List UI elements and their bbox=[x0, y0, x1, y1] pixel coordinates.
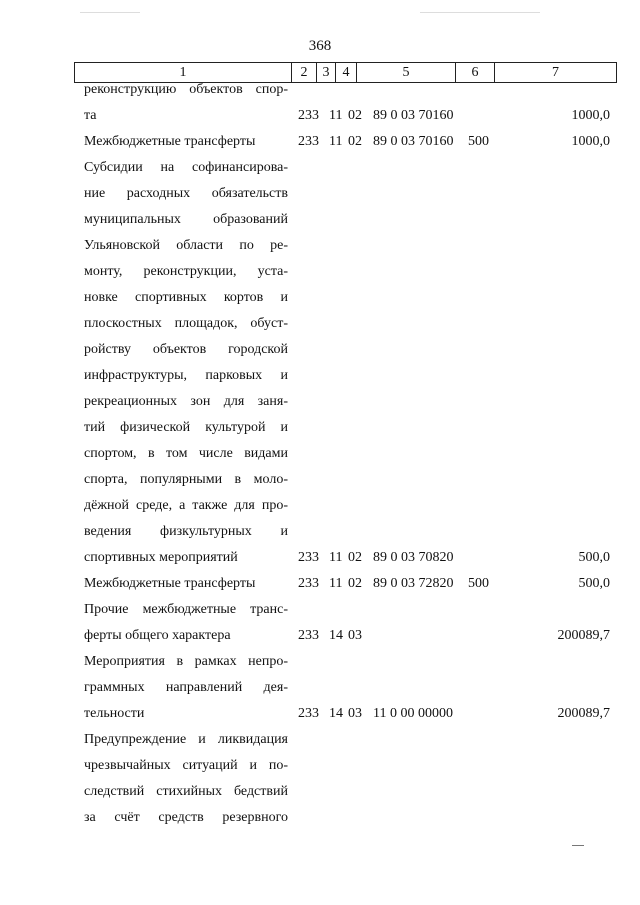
row-description: спортивных мероприятий bbox=[84, 550, 238, 565]
row-expense-type: 500 bbox=[468, 134, 489, 149]
table-row bbox=[0, 806, 640, 832]
column-header-1: 1 bbox=[75, 63, 292, 83]
table-row bbox=[0, 338, 640, 364]
table-row bbox=[0, 364, 640, 390]
table-row bbox=[0, 286, 640, 312]
table-row bbox=[0, 208, 640, 234]
row-description: Ульяновской области по ре- bbox=[84, 238, 288, 253]
row-description: Субсидии на софинансирова- bbox=[84, 160, 288, 175]
table-row bbox=[0, 104, 640, 130]
table-row bbox=[0, 702, 640, 728]
row-subsection-code: 02 bbox=[348, 576, 362, 591]
row-description: Межбюджетные трансферты bbox=[84, 576, 256, 591]
table-row bbox=[0, 390, 640, 416]
row-description: ведения физкультурных и bbox=[84, 524, 288, 539]
row-description: спортом, в том числе видами bbox=[84, 446, 288, 461]
row-description: инфраструктуры, парковых и bbox=[84, 368, 288, 383]
table-row bbox=[0, 520, 640, 546]
table-row bbox=[0, 260, 640, 286]
row-description: Прочие межбюджетные транс- bbox=[84, 602, 288, 617]
row-subsection-code: 03 bbox=[348, 706, 362, 721]
table-row bbox=[0, 572, 640, 598]
table-row bbox=[0, 78, 640, 104]
row-amount: 1000,0 bbox=[571, 108, 610, 123]
table-row bbox=[0, 416, 640, 442]
scan-artifact bbox=[420, 12, 540, 13]
column-header-7: 7 bbox=[495, 63, 617, 83]
row-description: чрезвычайных ситуаций и по- bbox=[84, 758, 288, 773]
table-row bbox=[0, 234, 640, 260]
row-description: муниципальных образований bbox=[84, 212, 288, 227]
row-description: спорта, популярными в моло- bbox=[84, 472, 288, 487]
table-row bbox=[0, 182, 640, 208]
row-description: ние расходных обязательств bbox=[84, 186, 288, 201]
column-header-6: 6 bbox=[456, 63, 495, 83]
row-description: та bbox=[84, 108, 97, 123]
row-subsection-code: 02 bbox=[348, 108, 362, 123]
row-description: дёжной среде, а также для про- bbox=[84, 498, 288, 513]
row-description: новке спортивных кортов и bbox=[84, 290, 288, 305]
row-ministry-code: 233 bbox=[298, 108, 319, 123]
row-description: Межбюджетные трансферты bbox=[84, 134, 256, 149]
table-row bbox=[0, 156, 640, 182]
row-amount: 200089,7 bbox=[557, 628, 610, 643]
row-ministry-code: 233 bbox=[298, 628, 319, 643]
row-target-article: 89 0 03 70820 bbox=[373, 550, 454, 565]
row-ministry-code: 233 bbox=[298, 576, 319, 591]
table-row bbox=[0, 650, 640, 676]
table-row bbox=[0, 624, 640, 650]
row-amount: 500,0 bbox=[578, 550, 610, 565]
row-description: за счёт средств резервного bbox=[84, 810, 288, 825]
row-description: реконструкцию объектов спор- bbox=[84, 82, 288, 97]
row-description: монту, реконструкции, уста- bbox=[84, 264, 288, 279]
table-row bbox=[0, 676, 640, 702]
table-row bbox=[0, 312, 640, 338]
row-description: Мероприятия в рамках непро- bbox=[84, 654, 288, 669]
row-section-code: 14 bbox=[329, 706, 343, 721]
column-header-2: 2 bbox=[292, 63, 317, 83]
row-description: Предупреждение и ликвидация bbox=[84, 732, 288, 747]
table-row bbox=[0, 468, 640, 494]
table-row bbox=[0, 130, 640, 156]
table-row bbox=[0, 780, 640, 806]
row-section-code: 11 bbox=[329, 550, 343, 565]
row-section-code: 11 bbox=[329, 576, 343, 591]
scan-artifact bbox=[572, 845, 584, 846]
row-amount: 500,0 bbox=[578, 576, 610, 591]
table-row bbox=[0, 598, 640, 624]
row-subsection-code: 02 bbox=[348, 134, 362, 149]
row-ministry-code: 233 bbox=[298, 550, 319, 565]
row-target-article: 89 0 03 72820 bbox=[373, 576, 454, 591]
row-description: ройству объектов городской bbox=[84, 342, 288, 357]
row-description: граммных направлений дея- bbox=[84, 680, 288, 695]
table-row bbox=[0, 442, 640, 468]
row-description: тельности bbox=[84, 706, 145, 721]
page-number: 368 bbox=[308, 38, 332, 54]
row-amount: 1000,0 bbox=[571, 134, 610, 149]
row-target-article: 11 0 00 00000 bbox=[373, 706, 453, 721]
column-header-4: 4 bbox=[336, 63, 357, 83]
row-description: тий физической культурой и bbox=[84, 420, 288, 435]
row-subsection-code: 03 bbox=[348, 628, 362, 643]
row-subsection-code: 02 bbox=[348, 550, 362, 565]
row-description: ферты общего характера bbox=[84, 628, 231, 643]
row-section-code: 11 bbox=[329, 134, 343, 149]
table-row bbox=[0, 728, 640, 754]
row-amount: 200089,7 bbox=[557, 706, 610, 721]
row-section-code: 14 bbox=[329, 628, 343, 643]
row-ministry-code: 233 bbox=[298, 134, 319, 149]
row-target-article: 89 0 03 70160 bbox=[373, 134, 454, 149]
row-description: следствий стихийных бедствий bbox=[84, 784, 288, 799]
row-description: рекреационных зон для заня- bbox=[84, 394, 288, 409]
column-header-3: 3 bbox=[317, 63, 336, 83]
row-target-article: 89 0 03 70160 bbox=[373, 108, 454, 123]
row-description: плоскостных площадок, обуст- bbox=[84, 316, 288, 331]
table-row bbox=[0, 546, 640, 572]
column-header-5: 5 bbox=[357, 63, 456, 83]
table-row bbox=[0, 494, 640, 520]
table-body bbox=[0, 78, 640, 832]
row-expense-type: 500 bbox=[468, 576, 489, 591]
scan-artifact bbox=[80, 12, 140, 13]
table-row bbox=[0, 754, 640, 780]
row-section-code: 11 bbox=[329, 108, 343, 123]
row-ministry-code: 233 bbox=[298, 706, 319, 721]
